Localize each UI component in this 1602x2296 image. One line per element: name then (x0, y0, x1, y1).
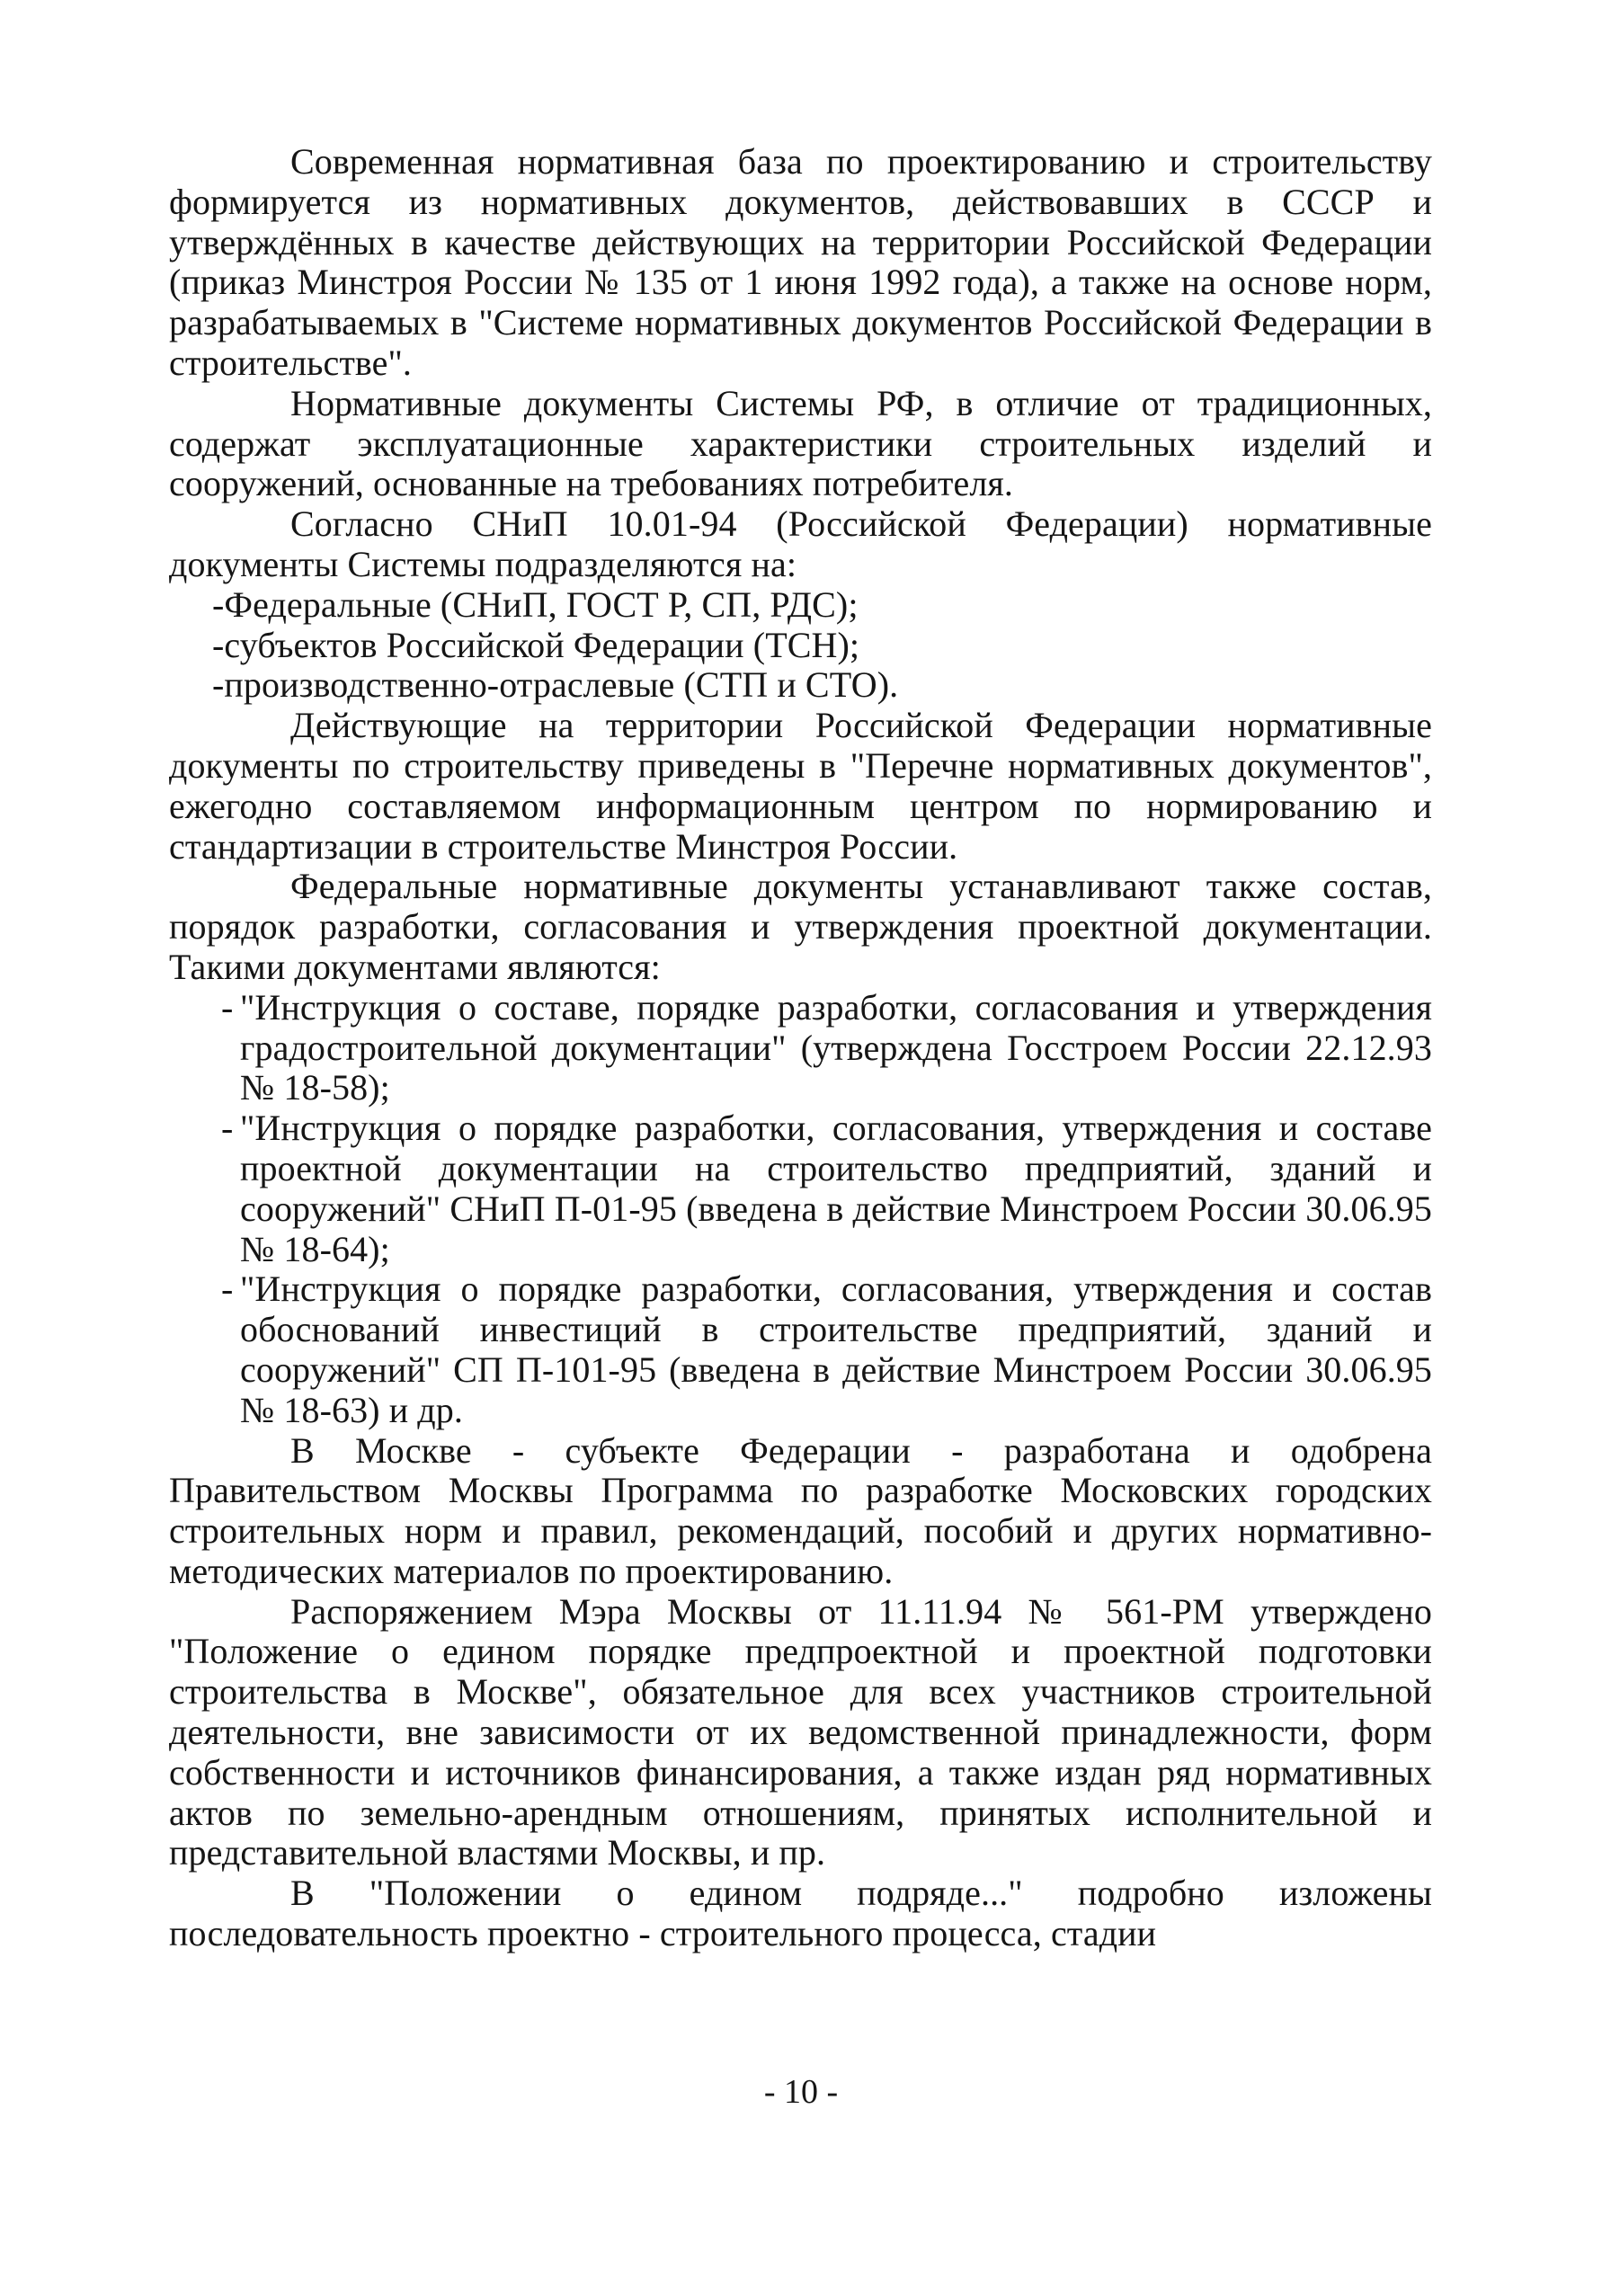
list-dash: - (221, 1268, 234, 1310)
document-body (169, 142, 1432, 1954)
paragraph: В "Положении о едином подряде..." подробно изложены последовательность проектно - строительного процесса, стадии (169, 1873, 1432, 1954)
list-item (169, 1269, 1432, 1430)
paragraph: Действующие на территории Российской Федерации нормативные документы по строительству приведены в "Перечне нормативных документов", ежегодно составляемом информационным центром по нормированию и стандартизации в строительстве Минстроя России. (169, 705, 1432, 867)
list-item: -производственно-отраслевые (СТП и СТО). (212, 664, 899, 706)
paragraph: Федеральные нормативные документы устанавливают также состав, порядок разработки, согласования и утверждения проектной документации. Такими документами являются: (169, 866, 1432, 987)
paragraph: Согласно СНиП 10.01-94 (Российской Федерации) нормативные документы Системы подразделяются на: (169, 503, 1432, 584)
list-item-text: "Инструкция о порядке разработки, согласования, утверждения и составе проектной документации на строительство предприятий, зданий и сооружений" СНиП П-01-95 (введена в действие Минстроем России 30.06.95 № 18-64); (240, 1108, 1432, 1269)
paragraph: Распоряжением Мэра Москвы от 11.11.94 № 561-РМ утверждено "Положение о едином порядке предпроектной и проектной подготовки строительства в Москве", обязательное для всех участников строительной деятельности, вне зависимости от их ведомственной принадлежности, форм собственности и источников финансирования, а также издан ряд нормативных актов по земельно-арендным отношениям, принятых исполнительной и представительной властями Москвы, и пр. (169, 1590, 1432, 1873)
page-number: - 10 - (763, 2073, 839, 2111)
paragraph: В Москве - субъекте Федерации - разработана и одобрена Правительством Москвы Программа по разработке Московских городских строительных норм и правил, рекомендаций, пособий и других нормативно-методических материалов по проектированию. (169, 1429, 1432, 1591)
list-item: -Федеральные (СНиП, ГОСТ Р, СП, РДС); (212, 583, 859, 625)
list-dash: - (221, 986, 234, 1028)
list-item (169, 1108, 1432, 1269)
list-item-text: "Инструкция о составе, порядке разработки, согласования и утверждения градостроительной документации" (утверждена Госстроем России 22.12.93 № 18-58); (240, 986, 1432, 1108)
list-item: -субъектов Российской Федерации (ТСН); (212, 624, 860, 665)
paragraph: Нормативные документы Системы РФ, в отличие от традиционных, содержат эксплуатационные характеристики строительных изделий и сооружений, основанные на требованиях потребителя. (169, 382, 1432, 504)
list-dash: - (221, 1108, 234, 1149)
paragraph: Современная нормативная база по проектированию и строительству формируется из нормативных документов, действовавших в СССР и утверждённых в качестве действующих на территории Российской Федерации (приказ Минстроя России № 135 от 1 июня 1992 года), а также на основе норм, разрабатываемых в "Системе нормативных документов Российской Федерации в строительстве". (169, 141, 1432, 383)
list-item (169, 988, 1432, 1108)
list-item-text: "Инструкция о порядке разработки, согласования, утверждения и состав обоснований инвестиций в строительстве предприятий, зданий и сооружений" СП П-101-95 (введена в действие Минстроем России 30.06.95 № 18-63) и др. (240, 1268, 1432, 1430)
